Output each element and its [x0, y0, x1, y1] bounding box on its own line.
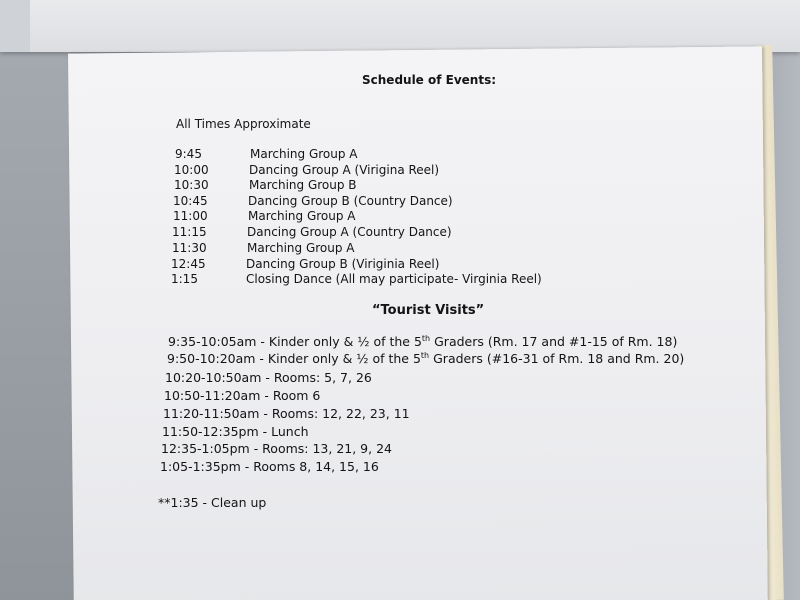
- schedule-event: Dancing Group B (Viriginia Reel): [246, 257, 440, 271]
- schedule-time: 1:15: [171, 272, 198, 286]
- visit-row: [164, 388, 320, 403]
- back-sheet-fold: [0, 0, 30, 52]
- schedule-event: Dancing Group A (Virigina Reel): [249, 163, 440, 177]
- schedule-time: 10:45: [173, 194, 208, 208]
- schedule-time: 11:15: [172, 225, 207, 239]
- schedule-event: Marching Group B: [249, 178, 357, 192]
- visit-row: [168, 334, 677, 349]
- schedule-title: Schedule of Events:: [362, 73, 497, 87]
- visit-text: 9:35-10:05am - Kinder only & ½ of the 5: [168, 334, 422, 350]
- cleanup-line: **1:35 - Clean up: [158, 495, 267, 510]
- back-paper-sheet: [0, 0, 800, 52]
- document-page: [68, 46, 768, 600]
- schedule-event: Marching Group A: [250, 147, 358, 161]
- visit-text: 10:20-10:50am - Rooms: 5, 7, 26: [165, 370, 372, 385]
- times-note: All Times Approximate: [176, 117, 311, 131]
- visit-row: [165, 370, 372, 385]
- visit-row: [163, 406, 410, 421]
- visit-text: 11:20-11:50am - Rooms: 12, 22, 23, 11: [163, 406, 410, 421]
- schedule-event: Dancing Group A (Country Dance): [247, 225, 452, 239]
- schedule-event: Closing Dance (All may participate- Virginia Reel): [246, 272, 542, 286]
- visit-row: [161, 441, 392, 456]
- schedule-event: Dancing Group B (Country Dance): [248, 194, 453, 208]
- schedule-event: Marching Group A: [248, 209, 356, 223]
- schedule-time: 10:00: [174, 163, 209, 177]
- schedule-time: 9:45: [175, 147, 202, 161]
- visit-text: 1:05-1:35pm - Rooms 8, 14, 15, 16: [160, 459, 379, 474]
- schedule-time: 11:00: [173, 209, 208, 223]
- tourist-visits-title: “Tourist Visits”: [372, 303, 485, 318]
- visit-text-rest: Graders (#16-31 of Rm. 18 and Rm. 20): [429, 351, 685, 367]
- visit-text: 9:50-10:20am - Kinder only & ½ of the 5: [167, 351, 421, 367]
- schedule-event: Marching Group A: [247, 241, 355, 255]
- visit-row: [162, 424, 309, 439]
- schedule-time: 12:45: [171, 257, 206, 271]
- visit-text: 11:50-12:35pm - Lunch: [162, 424, 309, 439]
- visit-row: [160, 459, 379, 474]
- schedule-time: 11:30: [172, 241, 207, 255]
- visit-superscript: th: [421, 334, 431, 343]
- visit-text: 10:50-11:20am - Room 6: [164, 388, 321, 403]
- schedule-time: 10:30: [174, 178, 209, 192]
- visit-superscript: th: [420, 351, 430, 360]
- visit-row: [167, 351, 684, 366]
- visit-text: 12:35-1:05pm - Rooms: 13, 21, 9, 24: [161, 441, 392, 456]
- visit-text-rest: Graders (Rm. 17 and #1-15 of Rm. 18): [430, 334, 678, 350]
